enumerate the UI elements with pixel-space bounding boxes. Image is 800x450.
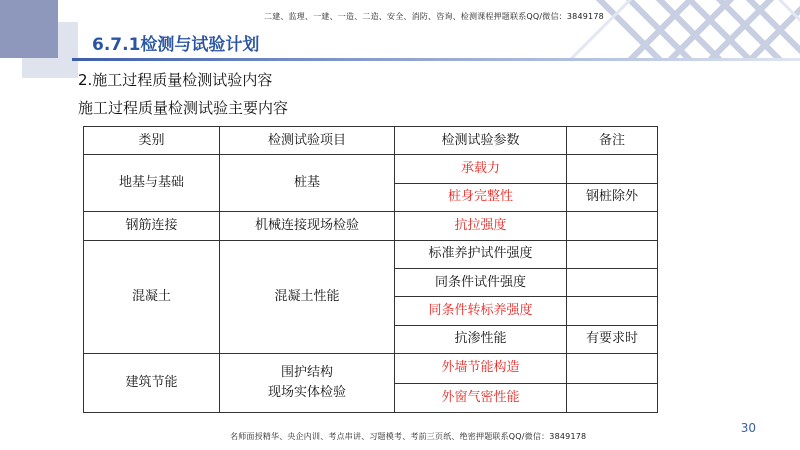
table-row (84, 212, 658, 240)
remark-cell: 有要求时 (567, 325, 658, 353)
test-parameter-cell: 外窗气密性能 (395, 383, 567, 412)
remark-cell (567, 354, 658, 383)
remark-cell (567, 268, 658, 296)
test-parameter-cell: 标准养护试件强度 (395, 240, 567, 268)
test-item-cell: 机械连接现场检验 (220, 212, 395, 240)
header-remark: 备注 (567, 127, 658, 155)
table-row (84, 240, 658, 268)
page-number: 30 (740, 421, 756, 435)
remark-cell: 钢桩除外 (567, 183, 658, 211)
section-subheading: 2.施工过程质量检测试验内容 (78, 71, 273, 89)
remark-cell (567, 240, 658, 268)
header-test-item: 检测试验项目 (220, 127, 395, 155)
test-item-line: 围护结构 (280, 364, 333, 380)
category-cell: 混凝土 (84, 240, 220, 354)
table-row (84, 155, 658, 183)
bottom-contact-note: 名师面授精华、央企内训、考点串讲、习题模考、考前三页纸、绝密押题联系QQ/微信：3849178 (230, 432, 587, 441)
remark-cell (567, 297, 658, 325)
test-parameter-cell: 桩身完整性 (395, 183, 567, 211)
top-contact-note: 二建、监理、一建、一造、二造、安全、消防、咨询、检测课程押题联系QQ/微信：3849178 (264, 12, 604, 21)
table-header-row (84, 127, 658, 155)
decor-square-dark (0, 0, 58, 58)
test-item-line: 现场实体检验 (267, 385, 346, 401)
inspection-table (83, 126, 658, 413)
category-cell: 地基与基础 (84, 155, 220, 212)
test-item-cell: 桩基 (220, 155, 395, 212)
test-parameter-cell: 同条件试件强度 (395, 268, 567, 296)
test-parameter-cell: 抗拉强度 (395, 212, 567, 240)
test-parameter-cell: 同条件转标养强度 (395, 297, 567, 325)
header-test-parameter: 检测试验参数 (395, 127, 567, 155)
table-caption: 施工过程质量检测试验主要内容 (78, 99, 289, 117)
category-cell: 钢筋连接 (84, 212, 220, 240)
test-parameter-cell: 外墙节能构造 (395, 354, 567, 383)
header-category: 类别 (84, 127, 220, 155)
category-cell: 建筑节能 (84, 354, 220, 413)
remark-cell (567, 155, 658, 183)
remark-cell (567, 383, 658, 412)
title-underline-bar (72, 58, 800, 61)
remark-cell (567, 212, 658, 240)
test-parameter-cell: 承载力 (395, 155, 567, 183)
test-item-cell: 混凝土性能 (220, 240, 395, 354)
table-row (84, 354, 658, 383)
test-parameter-cell: 抗渗性能 (395, 325, 567, 353)
test-item-cell (220, 354, 395, 413)
slide-title: 6.7.1检测与试验计划 (92, 35, 260, 55)
corner-stripes-decoration (570, 0, 800, 60)
